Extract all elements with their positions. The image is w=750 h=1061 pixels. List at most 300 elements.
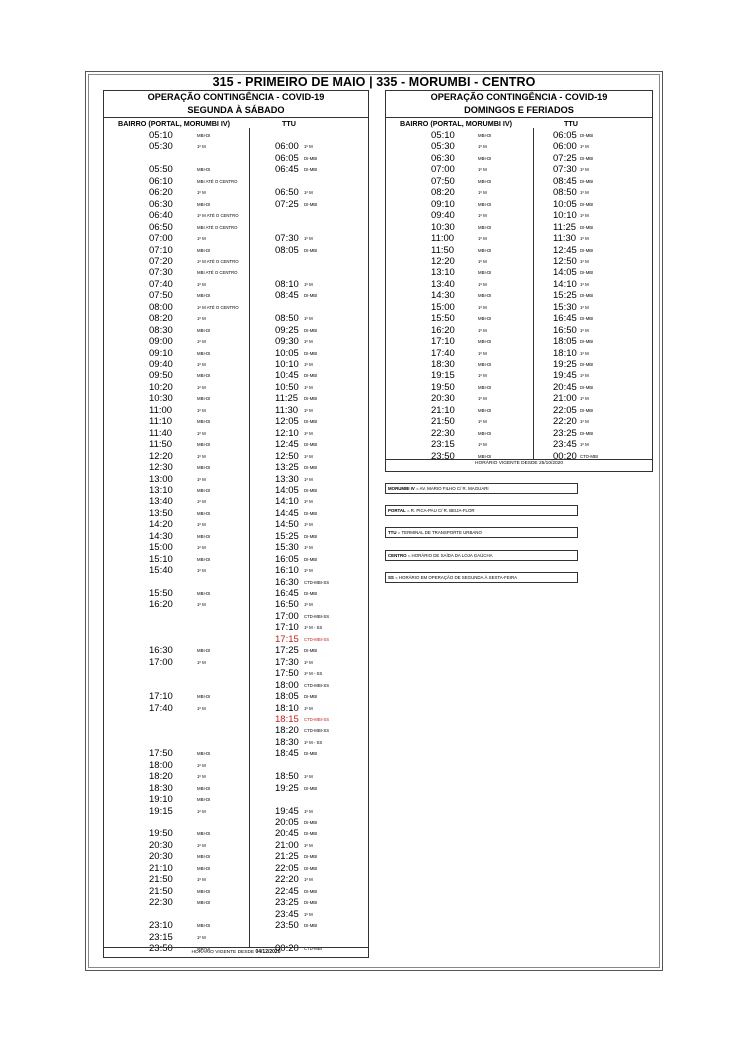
schedule-row xyxy=(104,932,368,943)
departure-time-ttu: 14:05 xyxy=(275,484,299,496)
route-note-bairro: MBI-DI xyxy=(478,247,492,253)
departure-time-ttu: 22:20 xyxy=(553,416,577,428)
departure-time-ttu: 07:30 xyxy=(553,164,577,176)
departure-time-bairro: 07:00 xyxy=(149,233,173,245)
departure-time-ttu: 17:25 xyxy=(275,645,299,657)
departure-time-bairro: 20:30 xyxy=(431,393,455,405)
route-note-bairro: 1º M xyxy=(478,236,487,242)
departure-time-bairro: 09:00 xyxy=(149,336,173,348)
route-note-bairro: 1º M xyxy=(197,568,206,574)
departure-time-ttu: 16:45 xyxy=(275,588,299,599)
departure-time-ttu: 09:30 xyxy=(275,336,299,348)
schedule-row xyxy=(386,336,652,347)
weekday-footer xyxy=(104,949,368,955)
departure-time-ttu: 17:50 xyxy=(275,668,299,680)
departure-time-bairro: 08:20 xyxy=(431,187,455,199)
departure-time-bairro: 07:30 xyxy=(149,267,173,279)
route-note-bairro: 1º M xyxy=(197,316,206,322)
route-note-bairro: 1º M xyxy=(478,213,487,219)
departure-time-ttu: 12:05 xyxy=(275,416,299,428)
departure-time-ttu: 23:45 xyxy=(275,908,299,920)
route-note-bairro: 1º M ATÉ O CENTRO xyxy=(197,213,239,219)
route-note-bairro: MBI-DI xyxy=(478,316,492,322)
route-note-ttu: DI-MBI xyxy=(304,201,318,207)
departure-time-bairro: 05:30 xyxy=(431,141,455,153)
departure-time-bairro: 17:40 xyxy=(149,702,173,714)
departure-time-ttu: 19:25 xyxy=(275,782,299,794)
route-note-ttu: DI-MBI xyxy=(304,854,318,860)
departure-time-ttu: 17:30 xyxy=(275,656,299,668)
departure-time-bairro: 13:00 xyxy=(149,473,173,485)
route-note-bairro: MBI-DI xyxy=(478,362,492,367)
schedule-row xyxy=(386,141,652,152)
route-note-bairro: 1º M xyxy=(197,659,206,665)
schedule-row xyxy=(104,794,368,805)
route-note-ttu: DI-MBI xyxy=(580,407,594,413)
schedule-row xyxy=(104,783,368,794)
schedule-row xyxy=(104,485,368,496)
route-note-ttu: 1º M xyxy=(580,350,589,356)
weekday-col-ttu: TTU xyxy=(282,119,296,128)
departure-time-bairro: 07:20 xyxy=(149,255,173,267)
departure-time-ttu: 14:45 xyxy=(275,507,299,519)
departure-time-ttu: 18:20 xyxy=(275,725,299,737)
schedule-row xyxy=(386,222,652,233)
schedule-row xyxy=(104,496,368,507)
departure-time-ttu: 06:45 xyxy=(275,164,299,176)
departure-time-ttu: 08:45 xyxy=(275,290,299,302)
route-note-ttu: DI-MBI xyxy=(304,465,318,471)
route-note-ttu: DI-MBI xyxy=(304,694,318,700)
departure-time-ttu: 17:10 xyxy=(275,622,299,634)
route-note-bairro: MBI-DI xyxy=(197,201,211,207)
schedule-row xyxy=(386,199,652,210)
route-note-ttu: DI-MBI xyxy=(304,556,318,562)
departure-time-bairro: 16:30 xyxy=(149,645,173,657)
route-note-bairro: MBI-DI xyxy=(197,465,211,471)
weekend-schedule-panel xyxy=(385,90,653,472)
departure-time-ttu: 12:45 xyxy=(275,439,299,451)
schedule-row xyxy=(386,233,652,244)
schedule-row xyxy=(386,405,652,416)
schedule-row xyxy=(386,245,652,256)
route-note-bairro: 1º M ATÉ O CENTRO xyxy=(197,304,239,310)
route-note-ttu: DI-MBI xyxy=(580,224,594,230)
departure-time-ttu: 20:45 xyxy=(275,828,299,840)
schedule-row xyxy=(104,130,368,141)
route-note-ttu: DI-MBI xyxy=(304,888,318,894)
departure-time-ttu: 21:00 xyxy=(275,839,299,851)
route-note-ttu: 1º M xyxy=(304,842,313,848)
route-note-ttu: DI-MBI xyxy=(580,178,594,184)
route-note-ttu: 1º M xyxy=(580,236,589,242)
schedule-row xyxy=(104,233,368,244)
schedule-row xyxy=(386,153,652,164)
route-note-bairro: 1º M xyxy=(197,545,206,551)
departure-time-bairro: 15:50 xyxy=(431,313,455,325)
departure-time-ttu: 18:30 xyxy=(275,736,299,748)
departure-time-ttu: 07:25 xyxy=(275,198,299,210)
route-note-ttu: 1º M - SS xyxy=(304,625,323,631)
departure-time-ttu: 12:50 xyxy=(275,450,299,462)
route-note-bairro: MBI-DI xyxy=(197,865,211,871)
route-note-ttu: 1º M - SS xyxy=(304,671,323,677)
route-note-bairro: 1º M xyxy=(197,430,206,436)
schedule-row xyxy=(386,370,652,381)
schedule-row xyxy=(104,439,368,450)
route-note-bairro: 1º M xyxy=(197,339,206,345)
schedule-row xyxy=(104,703,368,714)
departure-time-bairro: 19:50 xyxy=(149,828,173,840)
departure-time-ttu: 07:25 xyxy=(553,152,577,164)
route-note-bairro: MBI ATÉ O CENTRO xyxy=(197,224,238,230)
route-note-bairro: MBI-DI xyxy=(197,797,211,803)
schedule-row xyxy=(386,267,652,278)
schedule-row xyxy=(104,336,368,347)
weekend-footer-label: HORÁRIO VIGENTE DESDE xyxy=(475,461,538,466)
departure-time-ttu: 13:25 xyxy=(275,462,299,474)
schedule-row xyxy=(386,313,652,324)
schedule-row xyxy=(104,588,368,599)
schedule-row xyxy=(104,725,368,736)
route-note-bairro: MBI-DI xyxy=(478,178,492,184)
schedule-row xyxy=(386,416,652,427)
departure-time-ttu: 06:05 xyxy=(553,130,577,141)
route-note-bairro: MBI-DI xyxy=(197,350,211,356)
departure-time-bairro: 16:20 xyxy=(431,324,455,336)
departure-time-bairro: 07:10 xyxy=(149,244,173,256)
schedule-row xyxy=(386,164,652,175)
route-note-ttu: 1º M xyxy=(580,304,589,310)
route-note-ttu: 1º M xyxy=(580,442,589,448)
schedule-row xyxy=(386,428,652,439)
route-note-ttu: 1º M xyxy=(580,144,589,150)
departure-time-bairro: 19:50 xyxy=(431,381,455,393)
schedule-row xyxy=(104,565,368,576)
route-note-ttu: DI-MBI xyxy=(580,133,594,138)
departure-time-ttu: 06:50 xyxy=(275,187,299,199)
route-note-bairro: 1º M xyxy=(197,476,206,482)
schedule-row xyxy=(104,920,368,931)
departure-time-bairro: 11:00 xyxy=(431,233,455,245)
departure-time-ttu: 12:50 xyxy=(553,255,577,267)
route-note-bairro: MBI-DI xyxy=(478,270,492,276)
schedule-row xyxy=(386,325,652,336)
route-note-ttu: DI-MBI xyxy=(304,865,318,871)
route-note-ttu: 1º M xyxy=(304,453,313,459)
divider xyxy=(386,459,652,460)
route-note-ttu: 1º M xyxy=(304,568,313,574)
departure-time-bairro: 07:00 xyxy=(431,164,455,176)
schedule-row xyxy=(386,382,652,393)
departure-time-ttu: 18:00 xyxy=(275,679,299,691)
route-note-ttu: CTD-MBI-SS xyxy=(304,636,330,642)
route-note-ttu: 1º M xyxy=(304,384,313,390)
route-note-bairro: MBI-DI xyxy=(197,785,211,791)
route-note-bairro: 1º M xyxy=(478,144,487,150)
schedule-row xyxy=(104,199,368,210)
weekend-heading-days: DOMINGOS E FERIADOS xyxy=(464,105,574,115)
route-note-bairro: MBI-DI xyxy=(197,831,211,837)
route-note-ttu: 1º M xyxy=(580,190,589,196)
schedule-row xyxy=(386,279,652,290)
route-note-ttu: 1º M xyxy=(304,774,313,780)
schedule-row xyxy=(104,599,368,610)
departure-time-ttu: 12:45 xyxy=(553,244,577,256)
departure-time-bairro: 21:50 xyxy=(149,874,173,886)
departure-time-bairro: 17:10 xyxy=(431,336,455,348)
weekday-footer-label: HORÁRIO VIGENTE DESDE xyxy=(191,950,255,955)
departure-time-bairro: 13:40 xyxy=(149,496,173,508)
departure-time-bairro: 18:20 xyxy=(149,771,173,783)
departure-time-ttu: 14:50 xyxy=(275,519,299,531)
schedule-row xyxy=(104,416,368,427)
departure-time-ttu: 18:10 xyxy=(275,702,299,714)
route-note-bairro: 1º M xyxy=(197,453,206,459)
route-note-bairro: 1º M xyxy=(197,407,206,413)
departure-time-bairro: 15:00 xyxy=(149,542,173,554)
schedule-row xyxy=(104,691,368,702)
departure-time-bairro: 15:10 xyxy=(149,553,173,565)
departure-time-bairro: 10:30 xyxy=(431,221,455,233)
departure-time-bairro: 09:10 xyxy=(431,198,455,210)
schedule-row xyxy=(104,405,368,416)
route-note-ttu: DI-MBI xyxy=(304,247,318,253)
route-note-bairro: MBI-DI xyxy=(197,900,211,906)
route-note-ttu: DI-MBI xyxy=(304,510,318,516)
departure-time-ttu: 16:50 xyxy=(275,599,299,611)
schedule-row xyxy=(104,245,368,256)
departure-time-bairro: 18:30 xyxy=(149,782,173,794)
schedule-row xyxy=(104,462,368,473)
schedule-row xyxy=(104,393,368,404)
departure-time-ttu: 11:30 xyxy=(275,404,299,416)
schedule-row xyxy=(386,187,652,198)
departure-time-bairro: 10:30 xyxy=(149,393,173,405)
schedule-row xyxy=(386,302,652,313)
route-note-ttu: DI-MBI xyxy=(580,430,594,436)
departure-time-ttu: 14:05 xyxy=(553,267,577,279)
route-note-bairro: MBI-DI xyxy=(478,155,492,161)
route-note-bairro: 1º M xyxy=(478,350,487,356)
route-note-ttu: DI-MBI xyxy=(304,648,318,654)
departure-time-ttu: 21:25 xyxy=(275,851,299,863)
departure-time-ttu: 19:45 xyxy=(275,805,299,817)
route-note-ttu: 1º M xyxy=(304,144,313,150)
schedule-row xyxy=(386,348,652,359)
route-note-bairro: 1º M xyxy=(197,842,206,848)
route-note-bairro: 1º M xyxy=(197,190,206,196)
schedule-row xyxy=(104,279,368,290)
departure-time-bairro: 23:50 xyxy=(149,942,173,954)
departure-time-bairro: 08:20 xyxy=(149,313,173,325)
route-note-ttu: DI-MBI xyxy=(580,247,594,253)
departure-time-bairro: 11:40 xyxy=(149,427,173,439)
route-note-ttu: DI-MBI xyxy=(304,820,318,825)
route-note-ttu: 1º M xyxy=(304,877,313,883)
route-note-bairro: MBI-DI xyxy=(197,510,211,516)
schedule-row xyxy=(386,176,652,187)
departure-time-bairro: 06:50 xyxy=(149,221,173,233)
route-note-bairro: 1º M xyxy=(197,705,206,711)
departure-time-ttu: 22:05 xyxy=(553,404,577,416)
departure-time-bairro: 18:30 xyxy=(431,359,455,370)
route-note-ttu: DI-MBI xyxy=(304,533,318,539)
route-note-ttu: DI-MBI xyxy=(304,419,318,425)
route-note-bairro: MBI-DI xyxy=(197,694,211,700)
route-note-bairro: 1º M xyxy=(478,442,487,448)
route-note-bairro: MBI-DI xyxy=(478,201,492,207)
departure-time-ttu: 11:30 xyxy=(553,233,577,245)
route-note-ttu: DI-MBI xyxy=(580,362,594,367)
route-note-bairro: 1º M xyxy=(197,281,206,287)
departure-time-ttu: 22:45 xyxy=(275,885,299,897)
route-note-ttu: 1º M xyxy=(304,407,313,413)
schedule-row xyxy=(104,897,368,908)
route-note-ttu: DI-MBI xyxy=(304,167,318,173)
route-note-ttu: 1º M xyxy=(304,522,313,528)
schedule-row xyxy=(104,531,368,542)
route-note-ttu: DI-MBI xyxy=(304,487,318,493)
route-note-ttu: 1º M xyxy=(304,705,313,711)
route-note-bairro: MBI-DI xyxy=(197,487,211,493)
route-note-bairro: MBI-DI xyxy=(197,293,211,299)
departure-time-ttu: 08:45 xyxy=(553,175,577,187)
route-note-ttu: DI-MBI xyxy=(580,339,594,345)
route-note-ttu: 1º M xyxy=(580,281,589,287)
route-note-bairro: MBI ATÉ O CENTRO xyxy=(197,178,238,184)
schedule-row xyxy=(104,737,368,748)
departure-time-ttu: 08:50 xyxy=(275,313,299,325)
schedule-row xyxy=(104,153,368,164)
route-note-ttu: DI-MBI xyxy=(304,373,318,379)
route-note-ttu: DI-MBI xyxy=(580,201,594,207)
departure-time-bairro: 13:10 xyxy=(431,267,455,279)
route-note-bairro: MBI-DI xyxy=(478,430,492,436)
schedule-row xyxy=(104,634,368,645)
legend-ss: SS = HORÁRIO EM OPERAÇÃO DE SEGUNDA À SEXTA-FEIRA xyxy=(385,572,578,583)
route-note-ttu: 1º M xyxy=(580,213,589,219)
schedule-row xyxy=(386,130,652,141)
route-note-bairro: MBI-DI xyxy=(478,293,492,299)
route-note-ttu: CTD-MBI xyxy=(304,945,322,951)
route-note-bairro: 1º M xyxy=(197,384,206,390)
departure-time-ttu: 09:25 xyxy=(275,324,299,336)
route-note-bairro: 1º M xyxy=(478,281,487,287)
route-note-ttu: 1º M xyxy=(580,327,589,333)
departure-time-ttu: 19:45 xyxy=(553,370,577,382)
route-note-ttu: DI-MBI xyxy=(304,293,318,299)
weekday-footer-date: 04/12/2020 xyxy=(255,949,281,955)
weekday-heading-days: SEGUNDA À SÁBADO xyxy=(187,105,285,115)
route-note-bairro: 1º M xyxy=(197,499,206,505)
schedule-row xyxy=(104,382,368,393)
schedule-row xyxy=(104,817,368,828)
divider xyxy=(104,947,368,948)
departure-time-ttu: 00:20 xyxy=(275,942,299,954)
departure-time-bairro: 11:10 xyxy=(149,416,173,428)
departure-time-ttu: 06:00 xyxy=(275,141,299,153)
schedule-row xyxy=(104,909,368,920)
route-note-ttu: DI-MBI xyxy=(304,327,318,333)
departure-time-ttu: 23:25 xyxy=(275,897,299,909)
route-note-bairro: MBI-DI xyxy=(197,442,211,448)
departure-time-bairro: 12:20 xyxy=(149,450,173,462)
route-note-bairro: MBI-DI xyxy=(197,648,211,654)
schedule-row xyxy=(104,187,368,198)
schedule-row xyxy=(104,851,368,862)
weekend-col-ttu: TTU xyxy=(564,119,578,128)
departure-time-ttu: 16:45 xyxy=(553,313,577,325)
departure-time-bairro: 09:50 xyxy=(149,370,173,382)
schedule-row xyxy=(104,348,368,359)
departure-time-ttu: 11:25 xyxy=(553,221,577,233)
departure-time-ttu: 18:10 xyxy=(553,347,577,359)
legend-centro: CENTRO = HORÁRIO DE SAÍDA DA LOJA GAÚCHA xyxy=(385,550,578,561)
schedule-row xyxy=(104,840,368,851)
schedule-row xyxy=(104,542,368,553)
route-note-ttu: DI-MBI xyxy=(304,785,318,791)
departure-time-ttu: 16:30 xyxy=(275,576,299,588)
departure-time-bairro: 19:10 xyxy=(149,794,173,806)
departure-time-ttu: 15:30 xyxy=(553,301,577,313)
route-note-bairro: 1º M ATÉ O CENTRO xyxy=(197,258,239,264)
departure-time-ttu: 07:30 xyxy=(275,233,299,245)
route-note-ttu: CTD-MBI-SS xyxy=(304,579,330,585)
departure-time-bairro: 07:40 xyxy=(149,278,173,290)
departure-time-bairro: 23:10 xyxy=(149,920,173,932)
departure-time-bairro: 17:50 xyxy=(149,748,173,760)
route-note-ttu: DI-MBI xyxy=(304,900,318,906)
schedule-row xyxy=(104,164,368,175)
route-note-ttu: CTD-MBI-SS xyxy=(304,613,330,619)
departure-time-bairro: 06:20 xyxy=(149,187,173,199)
departure-time-ttu: 18:15 xyxy=(275,713,299,725)
departure-time-bairro: 08:00 xyxy=(149,301,173,313)
departure-time-bairro: 17:00 xyxy=(149,656,173,668)
route-note-bairro: 1º M xyxy=(478,419,487,425)
schedule-row xyxy=(104,771,368,782)
route-note-ttu: CTO-MBI xyxy=(580,453,599,459)
route-note-ttu: 1º M xyxy=(304,808,313,814)
departure-time-bairro: 12:20 xyxy=(431,255,455,267)
departure-time-bairro: 05:30 xyxy=(149,141,173,153)
schedule-row xyxy=(104,474,368,485)
route-note-ttu: DI-MBI xyxy=(304,591,318,596)
route-note-ttu: CTD-MBI-SS xyxy=(304,682,330,688)
schedule-row xyxy=(104,141,368,152)
route-note-ttu: 1º M xyxy=(304,281,313,287)
departure-time-bairro: 21:50 xyxy=(149,885,173,897)
route-note-bairro: MBI-DI xyxy=(197,533,211,539)
route-note-ttu: 1º M xyxy=(304,659,313,665)
route-note-bairro: MBI-DI xyxy=(197,167,211,173)
departure-time-ttu: 18:05 xyxy=(553,336,577,348)
departure-time-ttu: 06:00 xyxy=(553,141,577,153)
schedule-row xyxy=(104,760,368,771)
schedule-row xyxy=(386,210,652,221)
departure-time-bairro: 09:40 xyxy=(149,359,173,370)
route-note-ttu: CTD-MBI-SS xyxy=(304,716,330,722)
route-note-bairro: 1º M xyxy=(197,602,206,608)
route-note-ttu: 1º M xyxy=(580,258,589,264)
route-note-ttu: DI-MBI xyxy=(304,831,318,837)
route-note-ttu: 1º M - SS xyxy=(304,739,323,745)
departure-time-ttu: 22:05 xyxy=(275,862,299,874)
departure-time-bairro: 06:30 xyxy=(431,152,455,164)
schedule-row xyxy=(104,313,368,324)
route-note-bairro: MBI-DI xyxy=(197,327,211,333)
